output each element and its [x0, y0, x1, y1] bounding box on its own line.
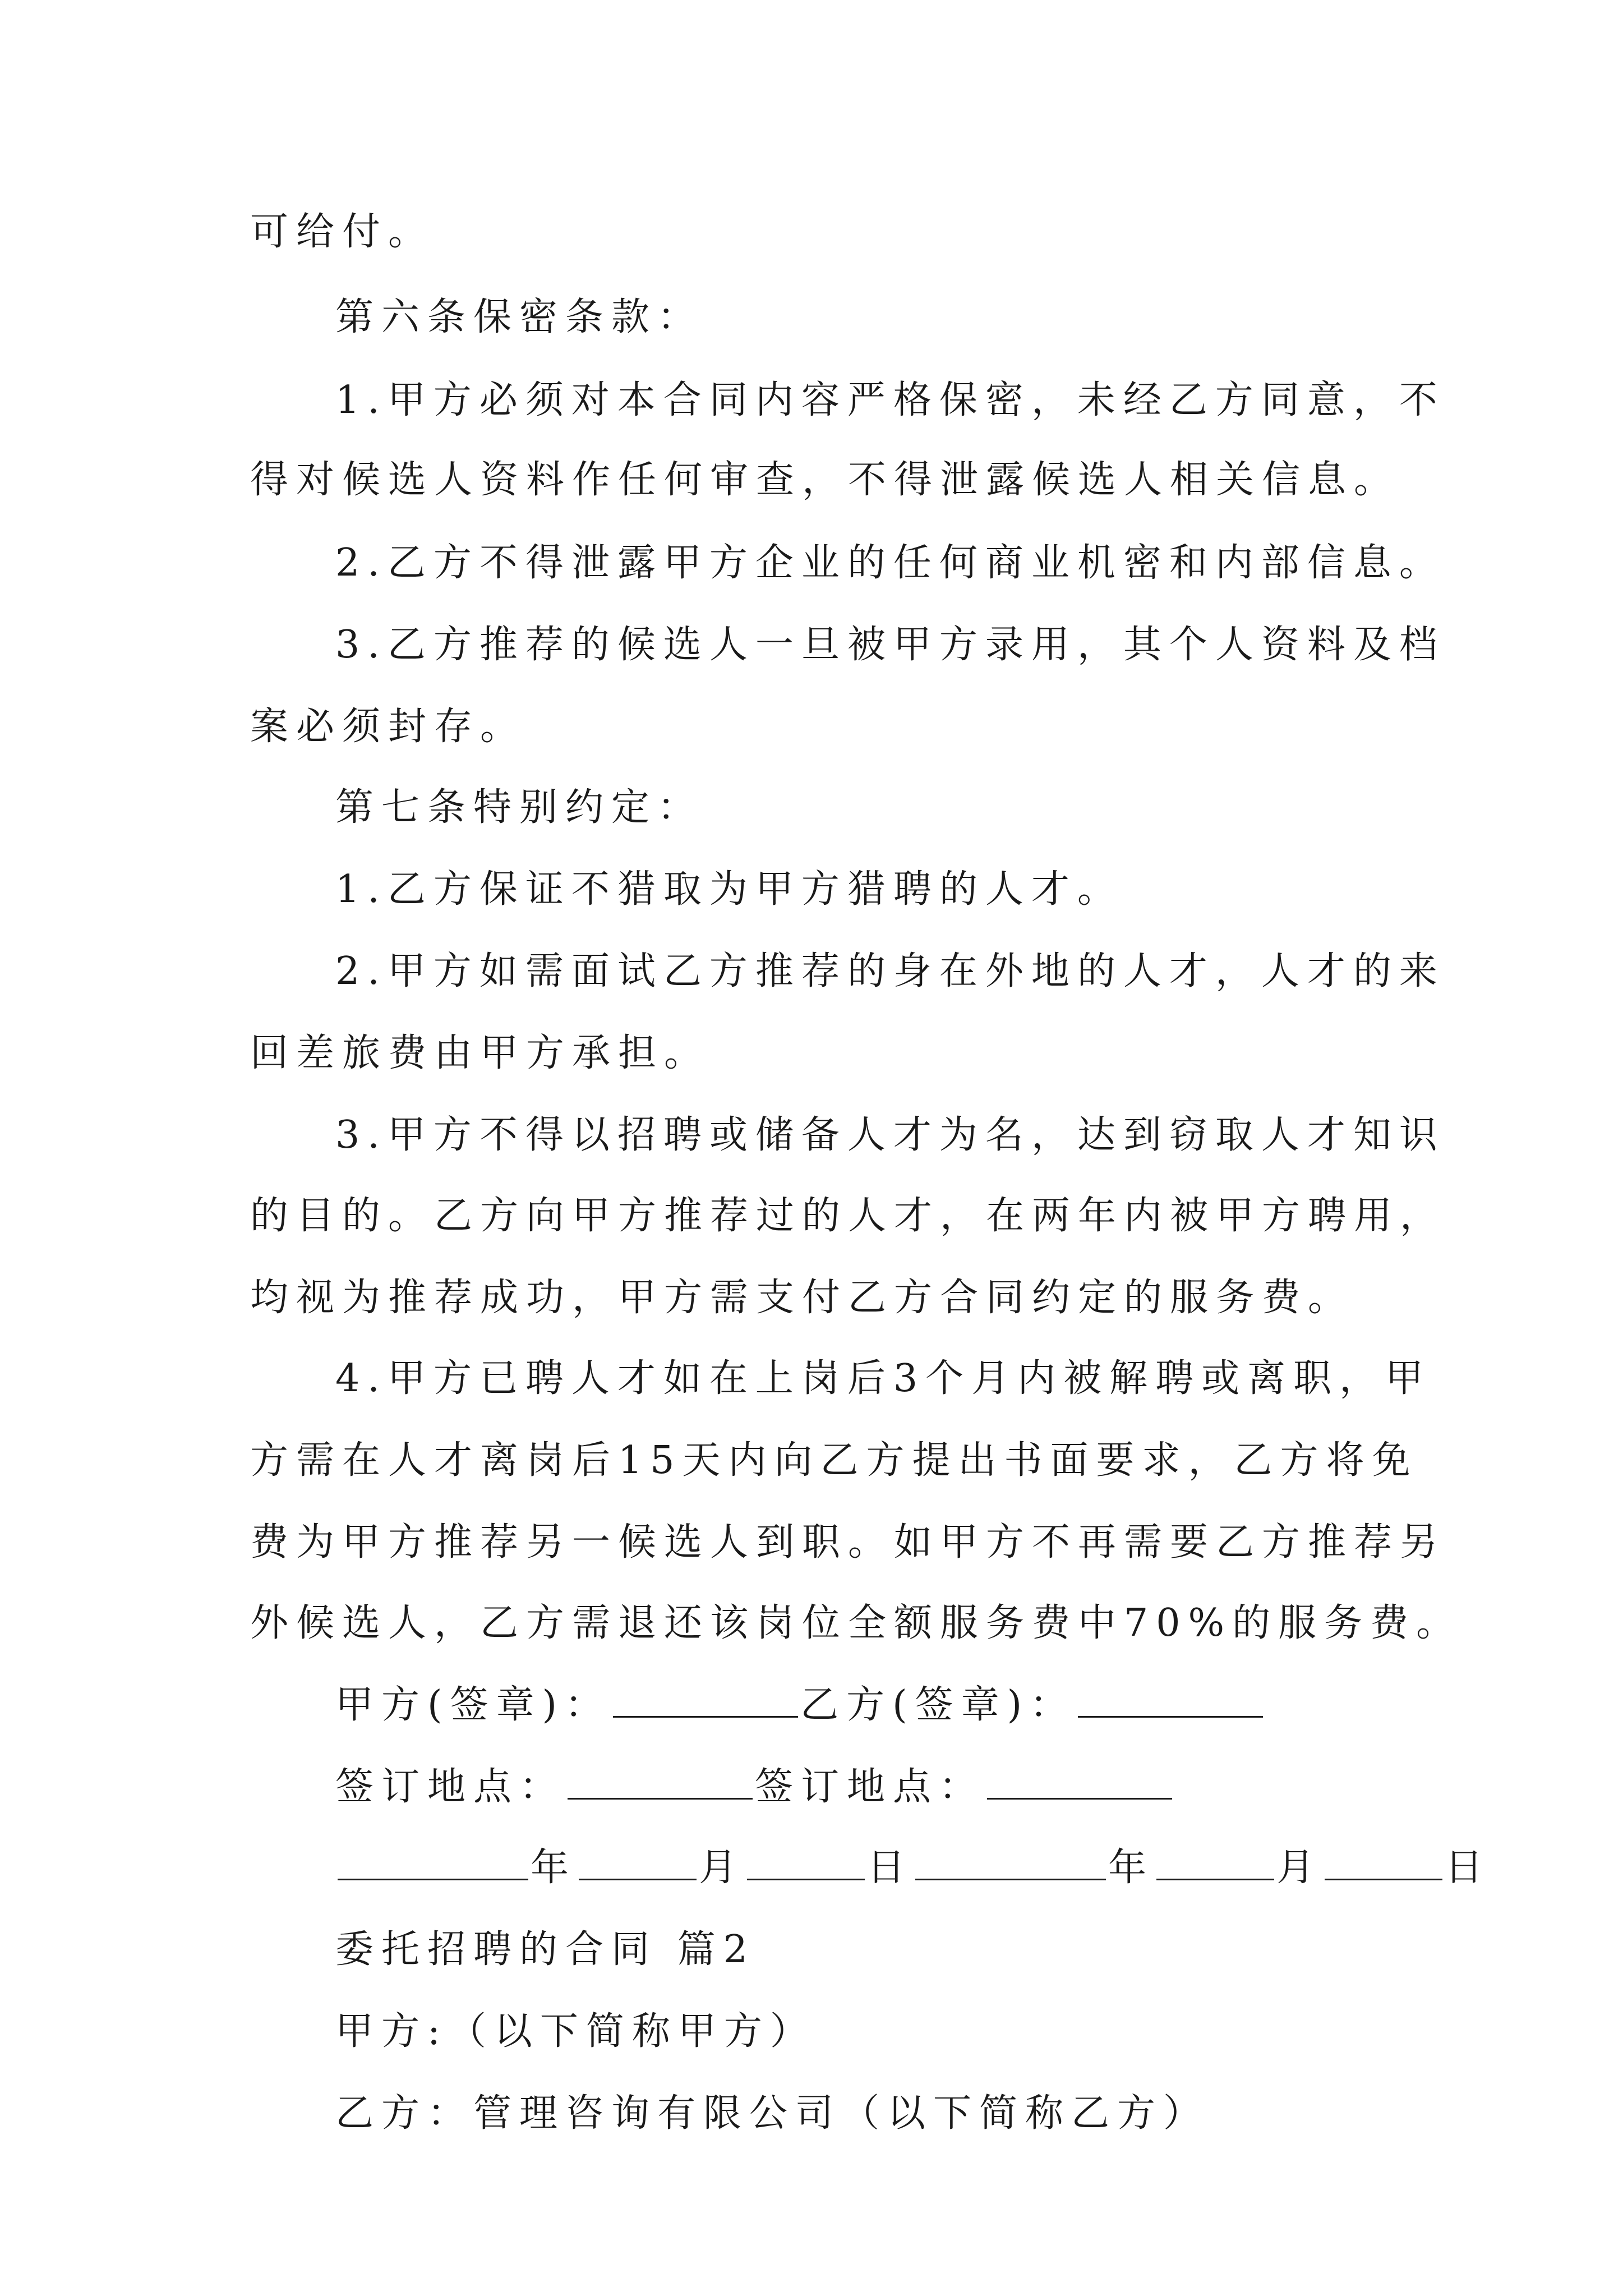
place-a-label: 签订地点： — [335, 1765, 566, 1809]
month-b-label: 月 — [1276, 1846, 1323, 1890]
paragraph-line: 的目的。乙方向甲方推荐过的人才，在两年内被甲方聘用， — [250, 1194, 1446, 1238]
paragraph-line: 案必须封存。 — [250, 705, 527, 749]
day-b-label: 日 — [1445, 1846, 1491, 1890]
section-heading: 第六条保密条款： — [335, 295, 704, 339]
paragraph-line: 2.乙方不得泄露甲方企业的任何商业机密和内部信息。 — [335, 541, 1445, 585]
place-b-field[interactable] — [987, 1761, 1172, 1800]
day-b-field[interactable] — [1325, 1842, 1442, 1880]
month-a-label: 月 — [699, 1846, 745, 1890]
paragraph-line: 3.甲方不得以招聘或储备人才为名，达到窃取人才知识 — [335, 1113, 1445, 1157]
paragraph-line: 回差旅费由甲方承担。 — [250, 1031, 711, 1075]
party-b-signature-label: 乙方(签章)： — [800, 1683, 1076, 1727]
paragraph-line: 得对候选人资料作任何审查，不得泄露候选人相关信息。 — [250, 458, 1400, 502]
month-b-field[interactable] — [1156, 1842, 1274, 1880]
paragraph-line: 费为甲方推荐另一候选人到职。如甲方不再需要乙方推荐另 — [250, 1520, 1446, 1565]
paragraph-line: 1.乙方保证不猎取为甲方猎聘的人才。 — [335, 867, 1123, 912]
year-b-label: 年 — [1108, 1846, 1155, 1890]
paragraph-line: 3.乙方推荐的候选人一旦被甲方录用，其个人资料及档 — [335, 623, 1445, 667]
section-title: 委托招聘的合同 篇2 — [335, 1927, 755, 1972]
month-a-field[interactable] — [579, 1842, 697, 1880]
day-a-label: 日 — [867, 1846, 914, 1890]
signing-place-line — [335, 1760, 1479, 1814]
party-b-line: 乙方：管理咨询有限公司（以下简称乙方） — [335, 2091, 1210, 2136]
party-a-line: 甲方:（以下简称甲方） — [335, 2009, 816, 2054]
year-a-field[interactable] — [338, 1842, 528, 1880]
paragraph-line: 4.甲方已聘人才如在上岗后3个月内被解聘或离职，甲 — [335, 1356, 1432, 1401]
paragraph-line: 方需在人才离岗后15天内向乙方提出书面要求，乙方将免 — [250, 1438, 1418, 1483]
signature-line — [335, 1678, 1479, 1732]
place-b-label: 签订地点： — [755, 1765, 985, 1809]
place-a-field[interactable] — [568, 1761, 753, 1800]
party-b-signature-field[interactable] — [1078, 1679, 1263, 1718]
day-a-field[interactable] — [747, 1842, 865, 1880]
paragraph-line: 1.甲方必须对本合同内容严格保密，未经乙方同意，不 — [335, 378, 1445, 422]
party-a-signature-label: 甲方(签章)： — [335, 1683, 611, 1727]
party-a-signature-field[interactable] — [613, 1679, 798, 1718]
paragraph-line: 外候选人，乙方需退还该岗位全额服务费中70%的服务费。 — [250, 1601, 1463, 1645]
section-heading: 第七条特别约定： — [335, 785, 704, 830]
year-a-label: 年 — [531, 1846, 577, 1890]
paragraph-line: 可给付。 — [250, 210, 435, 254]
date-line — [335, 1841, 1491, 1895]
paragraph-line: 均视为推荐成功，甲方需支付乙方合同约定的服务费。 — [250, 1276, 1354, 1320]
paragraph-line: 2.甲方如需面试乙方推荐的身在外地的人才，人才的来 — [335, 949, 1445, 993]
year-b-field[interactable] — [915, 1842, 1106, 1880]
